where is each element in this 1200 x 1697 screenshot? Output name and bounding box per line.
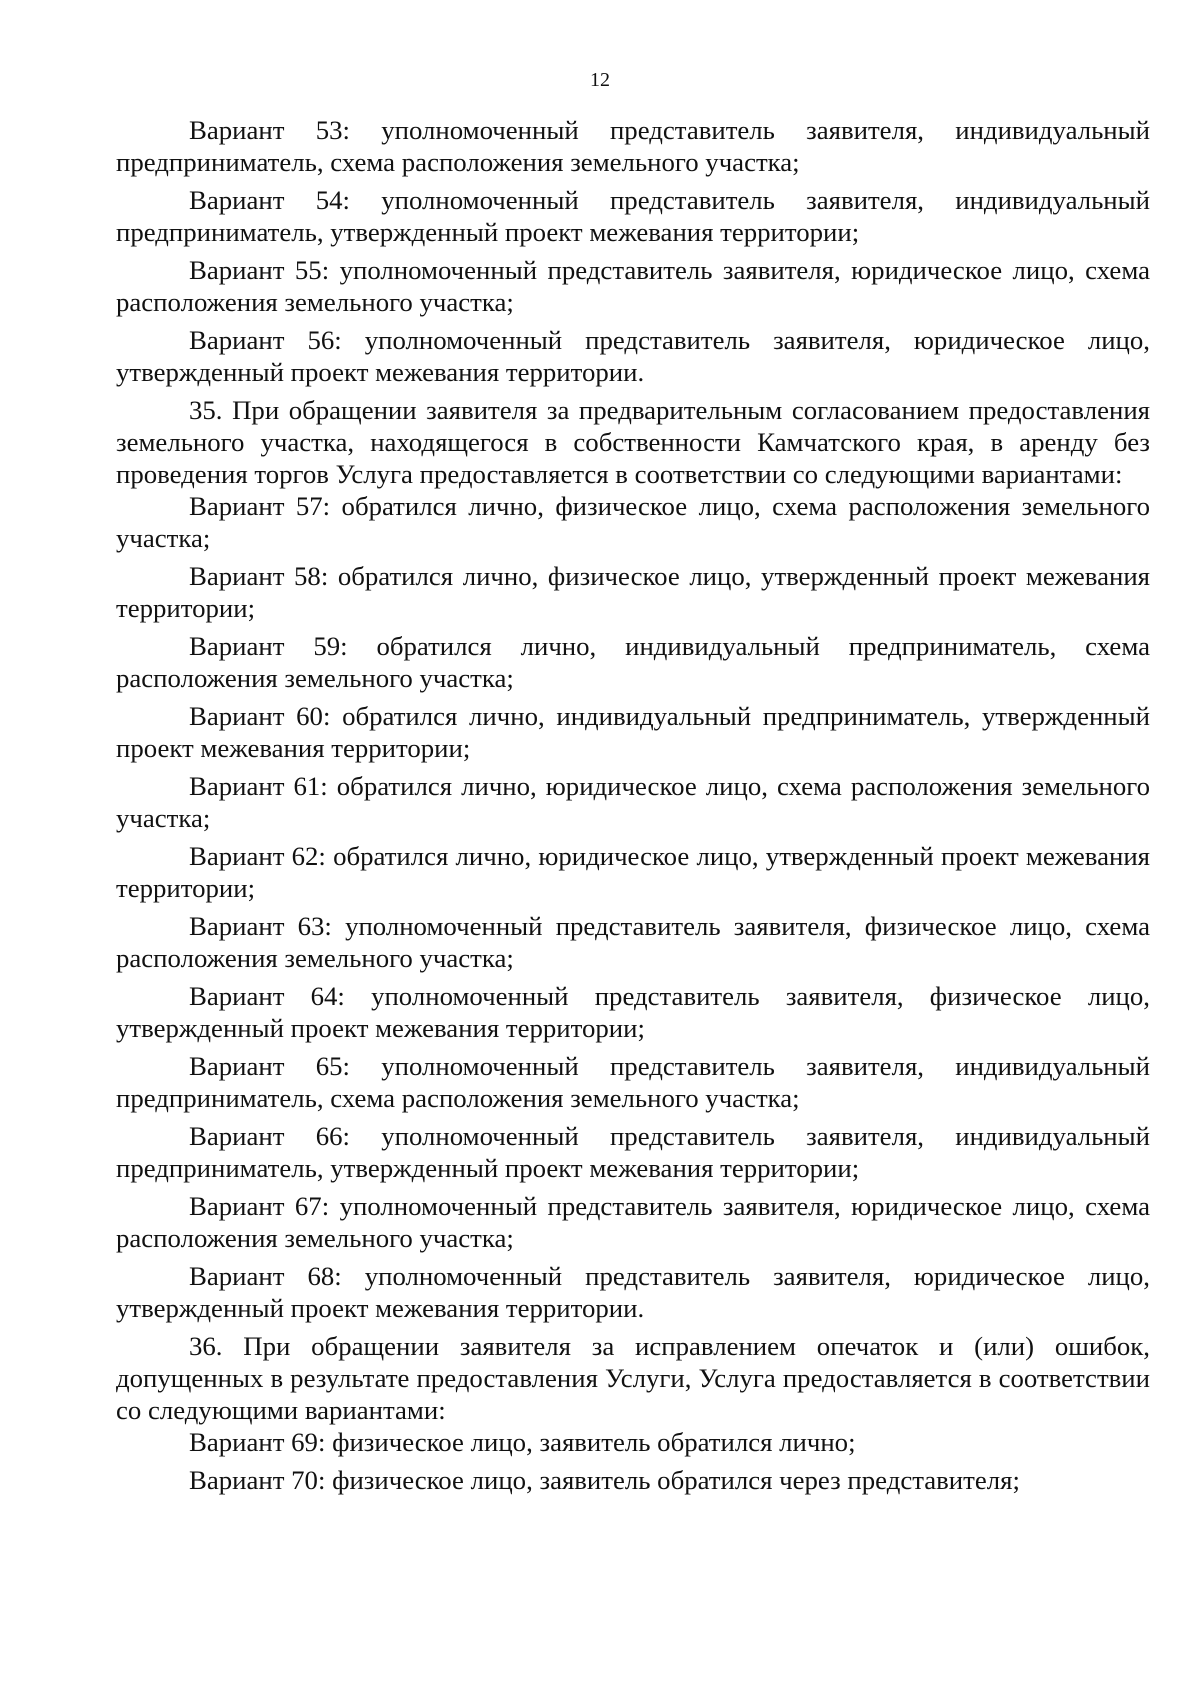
variant-56: Вариант 56: уполномоченный представитель заявителя, юридическое лицо, утвержденный проект межевания территории. [116, 325, 1150, 387]
document-body [116, 114, 1150, 1496]
variant-70: Вариант 70: физическое лицо, заявитель обратился через представителя; [189, 1465, 1020, 1495]
variant-55: Вариант 55: уполномоченный представитель заявителя, юридическое лицо, схема расположения земельного участка; [116, 255, 1150, 317]
variant-54: Вариант 54: уполномоченный представитель заявителя, индивидуальный предприниматель, утвержденный проект межевания территории; [116, 185, 1150, 247]
variant-63: Вариант 63: уполномоченный представитель заявителя, физическое лицо, схема расположения земельного участка; [116, 911, 1150, 973]
variant-62: Вариант 62: обратился лично, юридическое лицо, утвержденный проект межевания территории; [116, 841, 1150, 903]
variant-59: Вариант 59: обратился лично, индивидуальный предприниматель, схема расположения земельного участка; [116, 631, 1150, 693]
clause-35: 35. При обращении заявителя за предварительным согласованием предоставления земельного участка, находящегося в собственности Камчатского края, в аренду без проведения торгов Услуга предоставляется в соответствии со следующими вариантами: [116, 395, 1150, 489]
variant-67: Вариант 67: уполномоченный представитель заявителя, юридическое лицо, схема расположения земельного участка; [116, 1191, 1150, 1253]
variant-64: Вариант 64: уполномоченный представитель заявителя, физическое лицо, утвержденный проект межевания территории; [116, 981, 1150, 1043]
variant-60: Вариант 60: обратился лично, индивидуальный предприниматель, утвержденный проект межевания территории; [116, 701, 1150, 763]
clause-36: 36. При обращении заявителя за исправлением опечаток и (или) ошибок, допущенных в результате предоставления Услуги, Услуга предоставляется в соответствии со следующими вариантами: [116, 1331, 1150, 1425]
variant-66: Вариант 66: уполномоченный представитель заявителя, индивидуальный предприниматель, утвержденный проект межевания территории; [116, 1121, 1150, 1183]
variant-57: Вариант 57: обратился лично, физическое лицо, схема расположения земельного участка; [116, 491, 1150, 553]
variant-69: Вариант 69: физическое лицо, заявитель обратился лично; [189, 1427, 856, 1457]
page-number: 12 [590, 69, 610, 91]
variant-65: Вариант 65: уполномоченный представитель заявителя, индивидуальный предприниматель, схема расположения земельного участка; [116, 1051, 1150, 1113]
variant-58: Вариант 58: обратился лично, физическое лицо, утвержденный проект межевания территории; [116, 561, 1150, 623]
variant-68: Вариант 68: уполномоченный представитель заявителя, юридическое лицо, утвержденный проект межевания территории. [116, 1261, 1150, 1323]
variant-53: Вариант 53: уполномоченный представитель заявителя, индивидуальный предприниматель, схема расположения земельного участка; [116, 115, 1150, 177]
variant-61: Вариант 61: обратился лично, юридическое лицо, схема расположения земельного участка; [116, 771, 1150, 833]
